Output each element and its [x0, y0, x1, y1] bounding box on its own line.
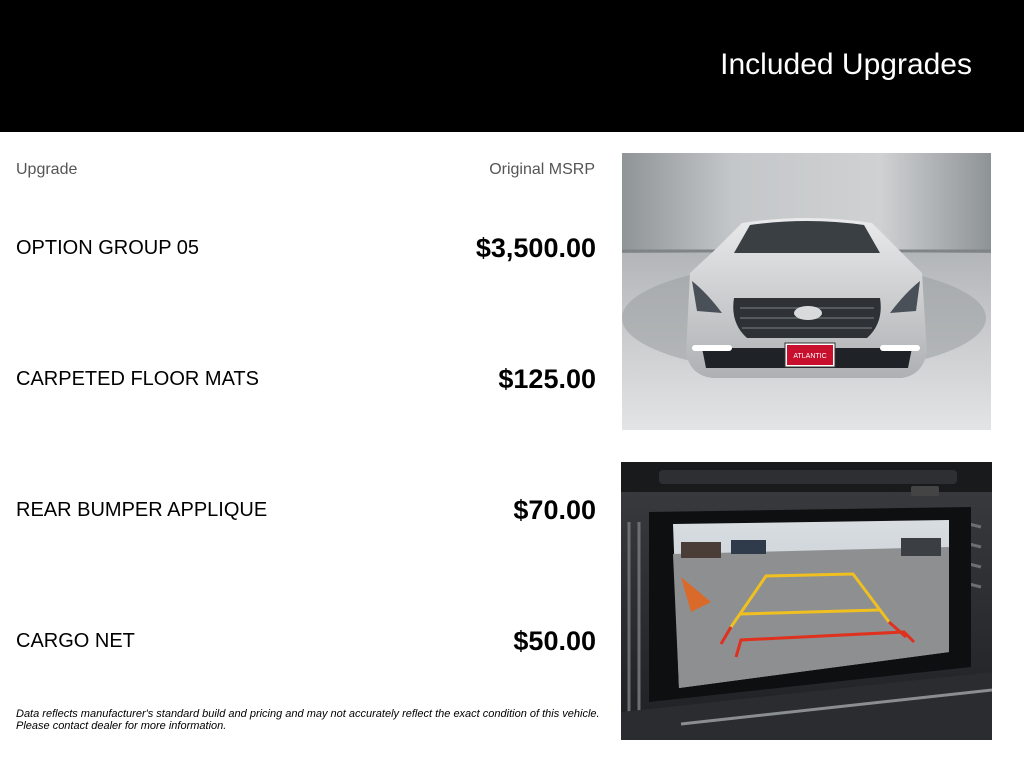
logo-emblem: [794, 306, 822, 320]
upgrade-name: OPTION GROUP 05: [16, 237, 200, 259]
car-illustration: [622, 153, 991, 430]
backup-camera-photo: [621, 462, 992, 740]
list-item: [16, 621, 596, 661]
disclaimer: [16, 708, 606, 732]
header-bar: [0, 0, 1024, 132]
list-item: [16, 359, 596, 399]
column-header-upgrade: Upgrade: [16, 161, 78, 178]
upgrade-name: CARPETED FLOOR MATS: [16, 368, 259, 390]
plate-text: ATLANTIC: [793, 353, 827, 360]
vehicle-photo: [622, 153, 991, 430]
upgrade-price: $70.00: [513, 495, 596, 525]
list-item: [16, 228, 596, 268]
upgrade-price: $50.00: [513, 626, 596, 656]
upgrade-price: $125.00: [498, 364, 596, 394]
upgrade-price: $3,500.00: [475, 233, 596, 263]
disclaimer-line: Please contact dealer for more information.: [16, 720, 227, 732]
upgrade-name: REAR BUMPER APPLIQUE: [16, 499, 268, 521]
camera-illustration: [621, 462, 992, 740]
disclaimer-line: Data reflects manufacturer's standard build and pricing and may not accurately reflect the exact condition of this vehicle.: [16, 708, 600, 720]
page-title: Included Upgrades: [720, 48, 972, 81]
column-header-msrp: Original MSRP: [489, 161, 595, 178]
upgrade-name: CARGO NET: [16, 630, 135, 652]
list-item: [16, 490, 596, 530]
